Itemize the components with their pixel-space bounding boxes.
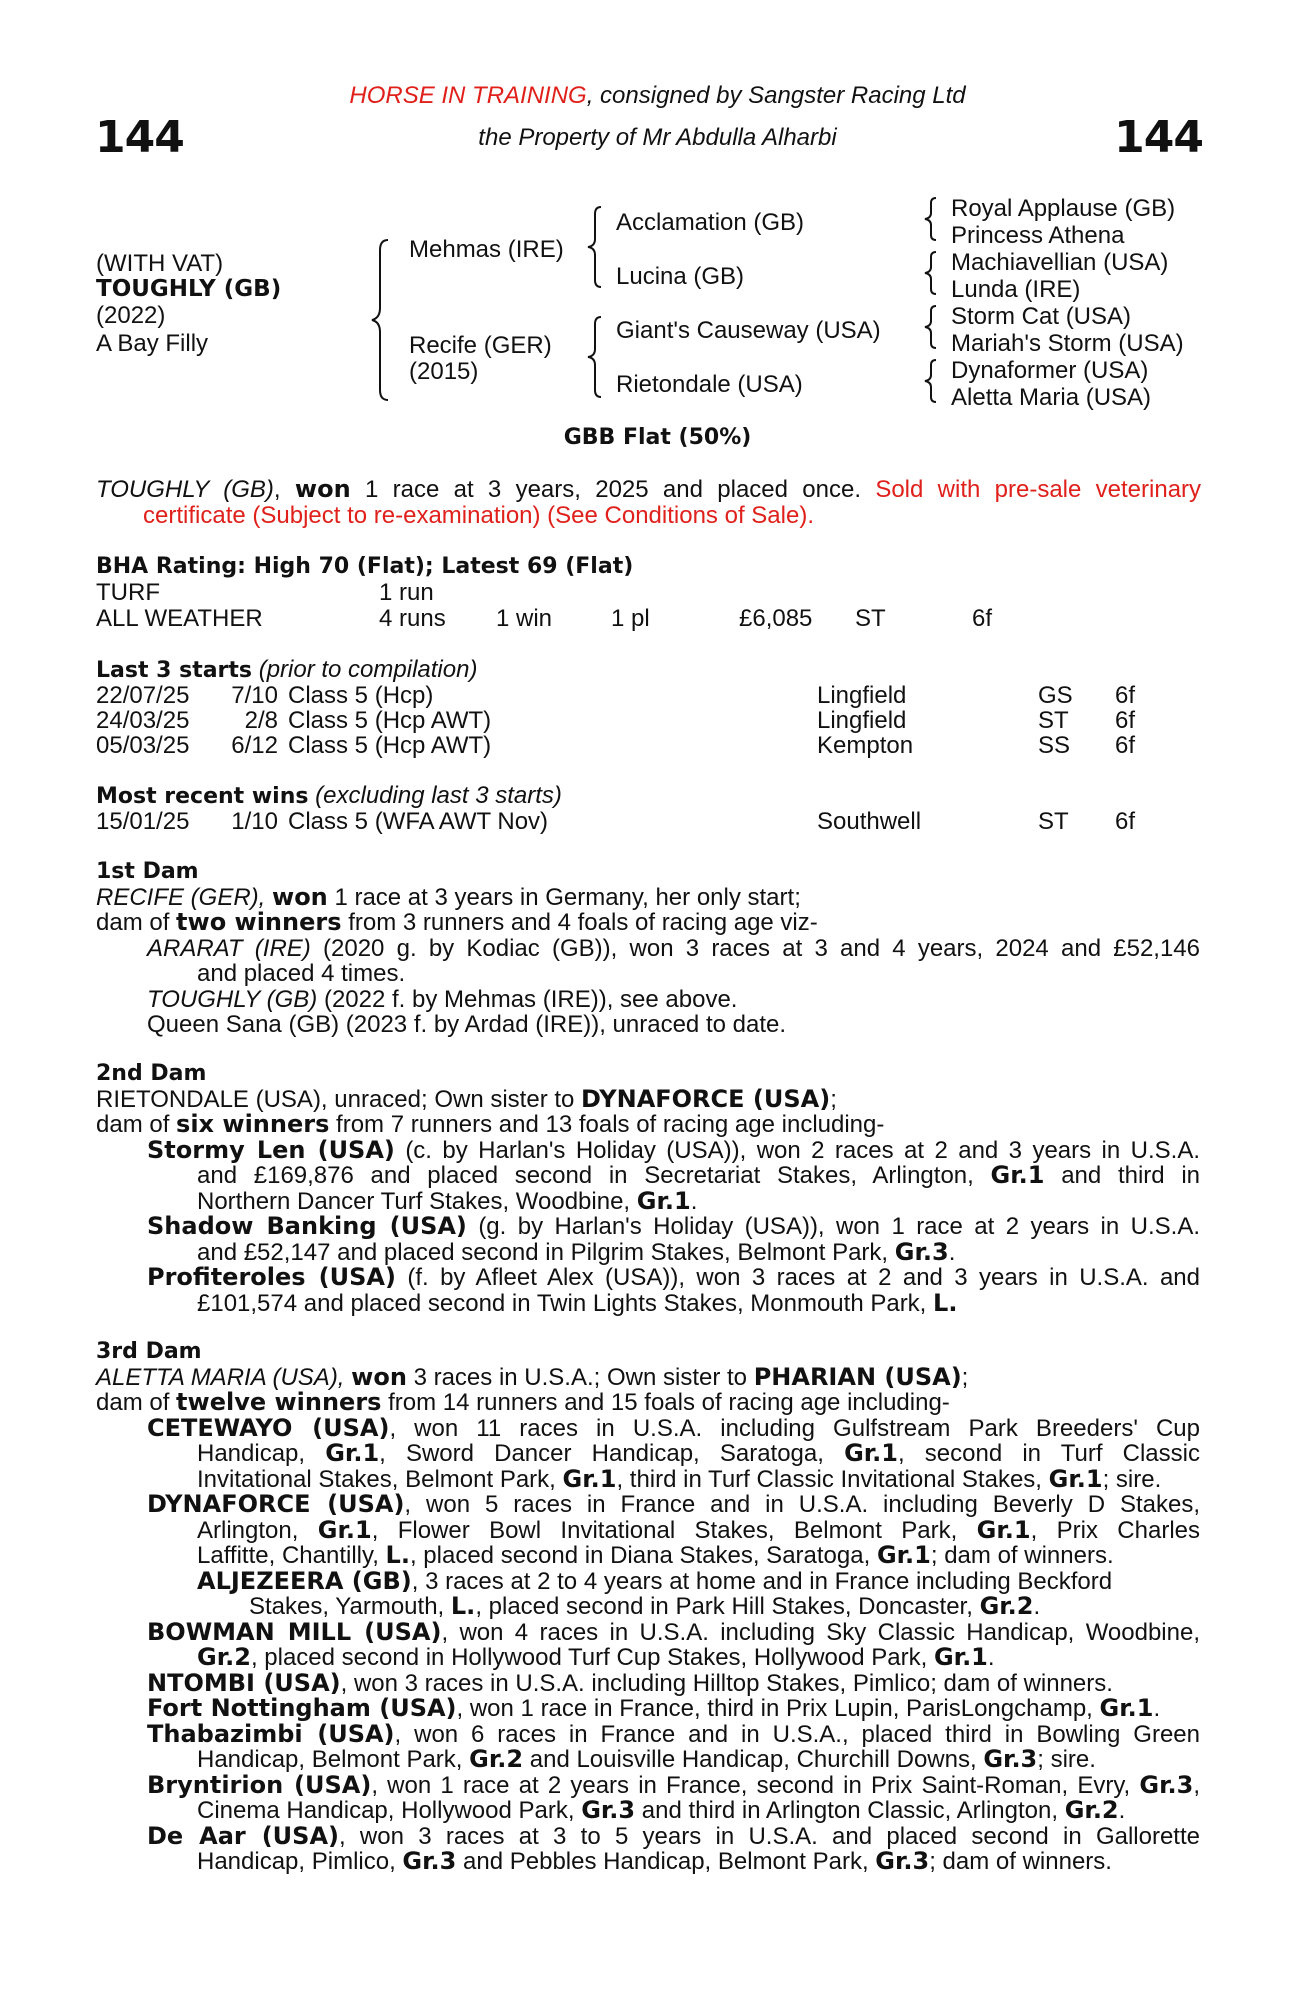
text: from 14 runners and 15 foals of racing age including- xyxy=(388,1389,950,1416)
race-row xyxy=(96,732,1196,758)
pedigree-ddd: Aletta Maria (USA) xyxy=(951,384,1152,411)
progeny-name: CETEWAYO (USA) xyxy=(147,1413,390,1442)
text: ; xyxy=(830,1085,837,1113)
vat-note: (WITH VAT) xyxy=(96,250,224,277)
progeny-name: Fort Nottingham (USA) xyxy=(147,1694,457,1722)
third-dam-heading: 3rd Dam xyxy=(96,1339,202,1364)
first-dam-heading: 1st Dam xyxy=(96,859,199,884)
grade: Gr.1 xyxy=(636,1186,691,1215)
recent-heading xyxy=(96,783,562,810)
pedigree-brace-sd xyxy=(922,250,940,296)
text: Handicap, Pimlico, xyxy=(197,1848,396,1875)
rating-surface: TURF xyxy=(96,579,160,606)
horse-in-training-label: HORSE IN TRAINING xyxy=(349,82,587,109)
rating-row-aw xyxy=(96,605,1196,631)
grade: Gr.1 xyxy=(325,1439,380,1467)
progeny-record: , won 11 races in U.S.A. including Gulfstream Park Breeders' Cup xyxy=(389,1414,1201,1442)
winners-count: twelve winners xyxy=(176,1388,382,1416)
vet-note-2: certificate (Subject to re-examination) (See Conditions of Sale). xyxy=(143,501,814,529)
text: Northern Dancer Turf Stakes, Woodbine, xyxy=(197,1187,631,1215)
third-dam-section xyxy=(96,1339,1200,1875)
vet-note-1: Sold with pre-sale veterinary xyxy=(875,476,1202,503)
header-line-1 xyxy=(0,82,1315,110)
race-class: Class 5 (WFA AWT Nov) xyxy=(288,808,549,835)
text: dam of xyxy=(96,909,170,936)
pedigree-brace-main xyxy=(368,238,392,402)
text: dam of xyxy=(96,1389,170,1416)
text: Arlington, xyxy=(197,1516,299,1544)
race-position: 2/8 xyxy=(244,707,278,734)
pedigree-sire: Mehmas (IRE) xyxy=(409,236,564,263)
race-class: Class 5 (Hcp AWT) xyxy=(288,707,492,734)
grade: Gr.3 xyxy=(983,1745,1038,1773)
pedigree-brace-sire xyxy=(585,205,605,289)
first-dam-section xyxy=(96,859,1200,1038)
text: ; sire. xyxy=(1037,1746,1096,1773)
pedigree-ssd: Princess Athena xyxy=(951,222,1125,249)
text: RIETONDALE (USA), unraced; Own sister to xyxy=(96,1085,575,1113)
race-distance: 6f xyxy=(1115,732,1136,759)
pedigree-brace-ss xyxy=(922,196,940,242)
progeny-record: , won 6 races in France and in U.S.A., placed third in Bowling Green xyxy=(394,1720,1201,1748)
race-class: Class 5 (Hcp AWT) xyxy=(288,732,492,759)
recent-title: Most recent wins xyxy=(96,784,309,809)
progeny-record: (f. by Afleet Alex (USA)), won 3 races at 2 and 3 years in U.S.A. and xyxy=(407,1264,1200,1291)
text: ; dam of winners. xyxy=(930,1542,1114,1569)
race-course: Southwell xyxy=(817,808,922,835)
won-label: won xyxy=(351,1362,407,1391)
lot-number-left: 144 xyxy=(95,112,184,163)
progeny-name: Profiteroles (USA) xyxy=(147,1263,396,1291)
grade: Gr.1 xyxy=(990,1161,1045,1189)
race-distance: 6f xyxy=(1115,808,1136,835)
text: Handicap, xyxy=(197,1440,306,1467)
consignor: , consigned by Sangster Racing Ltd xyxy=(586,82,966,109)
grade: Gr.1 xyxy=(317,1515,372,1544)
race-date: 05/03/25 xyxy=(96,732,190,759)
race-course: Lingfield xyxy=(817,707,907,734)
race-row xyxy=(96,682,1196,708)
text: Stakes, Yarmouth, xyxy=(249,1593,445,1620)
progeny-name: BOWMAN MILL (USA) xyxy=(147,1617,442,1646)
text: Laffitte, Chantilly, xyxy=(197,1542,379,1569)
second-dam-section xyxy=(96,1061,1200,1316)
pedigree-sds: Machiavellian (USA) xyxy=(951,249,1169,276)
grade: Gr.3 xyxy=(1139,1770,1194,1799)
race-date: 22/07/25 xyxy=(96,682,190,709)
won-label: won xyxy=(272,882,328,911)
sibling-name: PHARIAN (USA) xyxy=(753,1362,962,1391)
progeny-record: , won 5 races in France and in U.S.A. including Beverly D Stakes, xyxy=(404,1491,1201,1518)
progeny-name: ARARAT (IRE) xyxy=(147,934,311,962)
rating-distance: 6f xyxy=(972,605,993,632)
text: . xyxy=(1153,1695,1161,1722)
text: . xyxy=(1033,1593,1041,1620)
text: from 3 runners and 4 foals of racing age viz- xyxy=(348,909,818,936)
race-class: Class 5 (Hcp) xyxy=(288,682,434,709)
rating-places: 1 pl xyxy=(611,605,650,632)
progeny-name: NTOMBI (USA) xyxy=(147,1668,341,1697)
pedigree-dsd: Mariah's Storm (USA) xyxy=(951,330,1184,357)
grade: Gr.2 xyxy=(1064,1796,1119,1824)
progeny-record: , won 3 races in U.S.A. including Hilltop Stakes, Pimlico; dam of winners. xyxy=(340,1669,1113,1697)
grade: L. xyxy=(933,1288,958,1317)
rating-runs: 1 run xyxy=(379,579,434,606)
pedigree-sss: Royal Applause (GB) xyxy=(951,195,1176,222)
text: . xyxy=(690,1187,698,1215)
text: ; sire. xyxy=(1102,1465,1162,1493)
progeny-record: , won 1 race in France, third in Prix Lupin, ParisLongchamp, xyxy=(456,1695,1093,1722)
pedigree-brace-ds xyxy=(922,304,940,350)
progeny-name: Bryntirion (USA) xyxy=(147,1770,372,1799)
text: and Louisville Handicap, Churchill Downs, xyxy=(529,1746,977,1773)
text: 3 races in U.S.A.; Own sister to xyxy=(413,1363,748,1391)
pedigree-sdd: Lunda (IRE) xyxy=(951,276,1081,303)
text: Cinema Handicap, Hollywood Park, xyxy=(197,1797,575,1824)
summary-won: won xyxy=(294,475,351,503)
pedigree-dss: Storm Cat (USA) xyxy=(951,303,1132,330)
text: , third in Turf Classic Invitational Stakes, xyxy=(616,1465,1042,1493)
progeny-record: (2022 f. by Mehmas (IRE)), see above. xyxy=(323,985,738,1013)
progeny-record: (g. by Harlan's Holiday (USA)), won 1 race at 2 years in U.S.A. xyxy=(478,1213,1200,1240)
progeny-record: , won 1 race at 2 years in France, second in Prix Saint-Roman, Evry, xyxy=(371,1771,1131,1799)
horse-name: TOUGHLY (GB) xyxy=(96,276,282,302)
progeny-name: Shadow Banking (USA) xyxy=(147,1212,467,1240)
pedigree-dam-sire: Giant's Causeway (USA) xyxy=(616,317,881,344)
pedigree-dam-year: (2015) xyxy=(409,358,479,385)
text: and £52,147 and placed second in Pilgrim Stakes, Belmont Park, xyxy=(197,1238,889,1266)
gbb-status: GBB Flat (50%) xyxy=(563,425,752,450)
race-course: Kempton xyxy=(817,732,914,759)
rating-row-turf xyxy=(96,579,1196,605)
progeny-name: TOUGHLY (GB) xyxy=(147,985,318,1013)
second-dam-heading: 2nd Dam xyxy=(96,1061,207,1086)
progeny-record: Queen Sana (GB) (2023 f. by Ardad (IRE)), unraced to date. xyxy=(147,1011,787,1038)
grade: Gr.1 xyxy=(876,1541,931,1569)
third-dam-name: ALETTA MARIA (USA), xyxy=(96,1363,345,1391)
text: , second in Turf Classic xyxy=(898,1440,1200,1467)
text: , xyxy=(1193,1771,1201,1799)
horse-description: A Bay Filly xyxy=(96,330,209,357)
race-position: 1/10 xyxy=(231,808,278,835)
winners-count: six winners xyxy=(176,1110,330,1138)
pedigree-dds: Dynaformer (USA) xyxy=(951,357,1149,384)
text: and Pebbles Handicap, Belmont Park, xyxy=(463,1848,869,1875)
text: Invitational Stakes, Belmont Park, xyxy=(197,1465,556,1493)
grade: Gr.2 xyxy=(197,1643,251,1671)
text: , Sword Dancer Handicap, Saratoga, xyxy=(379,1440,824,1467)
race-course: Lingfield xyxy=(817,682,907,709)
race-going: ST xyxy=(1038,808,1069,835)
text: . xyxy=(948,1238,956,1266)
text: ; xyxy=(961,1363,969,1391)
text: £101,574 and placed second in Twin Lights Stakes, Monmouth Park, xyxy=(197,1289,927,1317)
grade: L. xyxy=(385,1541,410,1569)
grade: Gr.3 xyxy=(581,1796,636,1824)
progeny-name: ALJEZEERA (GB) xyxy=(197,1566,412,1595)
text: and third in Arlington Classic, Arlington, xyxy=(641,1797,1059,1824)
grade: Gr.3 xyxy=(875,1847,930,1875)
text: . xyxy=(987,1644,995,1671)
text: from 7 runners and 13 foals of racing age including- xyxy=(336,1111,885,1138)
grade: Gr.1 xyxy=(1099,1694,1154,1722)
progeny-record: and placed 4 times. xyxy=(197,960,406,987)
text: , Flower Bowl Invitational Stakes, Belmont Park, xyxy=(371,1516,958,1544)
winners-count: two winners xyxy=(176,908,342,936)
grade: Gr.2 xyxy=(979,1592,1034,1620)
last3-heading xyxy=(96,657,477,684)
progeny-name: Thabazimbi (USA) xyxy=(147,1719,395,1748)
text: ; dam of winners. xyxy=(929,1848,1112,1875)
text: , Prix Charles xyxy=(1030,1516,1201,1544)
pedigree-dam: Recife (GER) xyxy=(409,332,552,359)
text: Handicap, Belmont Park, xyxy=(197,1746,463,1773)
race-date: 24/03/25 xyxy=(96,707,190,734)
grade: Gr.1 xyxy=(933,1643,988,1671)
horse-year: (2022) xyxy=(96,302,166,329)
race-row xyxy=(96,707,1196,733)
summary-horse-name: TOUGHLY (GB) xyxy=(96,476,274,503)
rating-wins: 1 win xyxy=(496,605,553,632)
text: , placed second in Diana Stakes, Saratoga, xyxy=(409,1542,871,1569)
rating-runs: 4 runs xyxy=(379,605,446,632)
lot-number-right: 144 xyxy=(1114,112,1203,163)
grade: Gr.3 xyxy=(402,1847,457,1875)
progeny-record: (2020 g. by Kodiac (GB)), won 3 races at 3 and 4 years, 2024 and £52,146 xyxy=(323,934,1201,962)
race-distance: 6f xyxy=(1115,707,1136,734)
race-distance: 6f xyxy=(1115,682,1136,709)
text: . xyxy=(1118,1797,1126,1824)
pedigree-brace-dd xyxy=(922,358,940,404)
race-row xyxy=(96,808,1196,834)
pedigree-sire-dam: Lucina (GB) xyxy=(616,263,745,290)
progeny-record: , 3 races at 2 to 4 years at home and in France including Beckford xyxy=(411,1567,1113,1595)
progeny-name: DYNAFORCE (USA) xyxy=(147,1490,405,1518)
summary: TOUGHLY (GB), won 1 race at 3 years, 2025 and placed once. Sold with pre-sale veterinary certificate (Subject to re-examination) (See Conditions of Sale). xyxy=(96,475,1202,529)
progeny-record: (c. by Harlan's Holiday (USA)), won 2 races at 2 and 3 years in U.S.A. xyxy=(405,1136,1200,1164)
grade: Gr.1 xyxy=(844,1439,898,1467)
last3-title: Last 3 starts xyxy=(96,658,253,683)
text: , placed second in Park Hill Stakes, Doncaster, xyxy=(475,1593,973,1620)
last3-note: (prior to compilation) xyxy=(258,656,478,683)
grade: L. xyxy=(450,1592,476,1620)
race-going: ST xyxy=(1038,707,1069,734)
first-dam-record: 1 race at 3 years in Germany, her only start; xyxy=(334,883,801,911)
rating-going: ST xyxy=(855,605,886,632)
sibling-name: DYNAFORCE (USA) xyxy=(581,1084,831,1113)
text: and £169,876 and placed second in Secretariat Stakes, Arlington, xyxy=(197,1162,974,1189)
rating-surface: ALL WEATHER xyxy=(96,605,263,632)
progeny-record: , won 3 races at 3 to 5 years in U.S.A. and placed second in Gallorette xyxy=(339,1822,1200,1850)
progeny-name: De Aar (USA) xyxy=(147,1821,339,1850)
pedigree-brace-dam xyxy=(585,315,605,399)
grade: Gr.1 xyxy=(976,1515,1031,1544)
grade: Gr.1 xyxy=(1048,1464,1103,1493)
progeny-record: , won 4 races in U.S.A. including Sky Classic Handicap, Woodbine, xyxy=(441,1618,1200,1646)
grade: Gr.2 xyxy=(469,1745,524,1773)
text: dam of xyxy=(96,1111,170,1138)
first-dam-name: RECIFE (GER), xyxy=(96,883,266,911)
progeny-name: Stormy Len (USA) xyxy=(147,1135,395,1164)
pedigree-sire-sire: Acclamation (GB) xyxy=(616,209,805,236)
race-position: 6/12 xyxy=(231,732,278,759)
recent-note: (excluding last 3 starts) xyxy=(315,782,562,809)
grade: Gr.3 xyxy=(894,1237,949,1266)
race-date: 15/01/25 xyxy=(96,808,190,835)
text: , placed second in Hollywood Turf Cup Stakes, Hollywood Park, xyxy=(250,1644,928,1671)
text: and third in xyxy=(1061,1162,1201,1189)
race-going: SS xyxy=(1038,732,1071,759)
summary-text: 1 race at 3 years, 2025 and placed once. xyxy=(364,476,862,503)
bha-rating: BHA Rating: High 70 (Flat); Latest 69 (Flat) xyxy=(96,554,634,579)
rating-prize: £6,085 xyxy=(739,605,813,632)
grade: Gr.1 xyxy=(562,1464,617,1493)
race-going: GS xyxy=(1038,682,1073,709)
header-line-2: the Property of Mr Abdulla Alharbi xyxy=(478,124,837,151)
pedigree-dam-dam: Rietondale (USA) xyxy=(616,371,803,398)
race-position: 7/10 xyxy=(231,682,278,709)
